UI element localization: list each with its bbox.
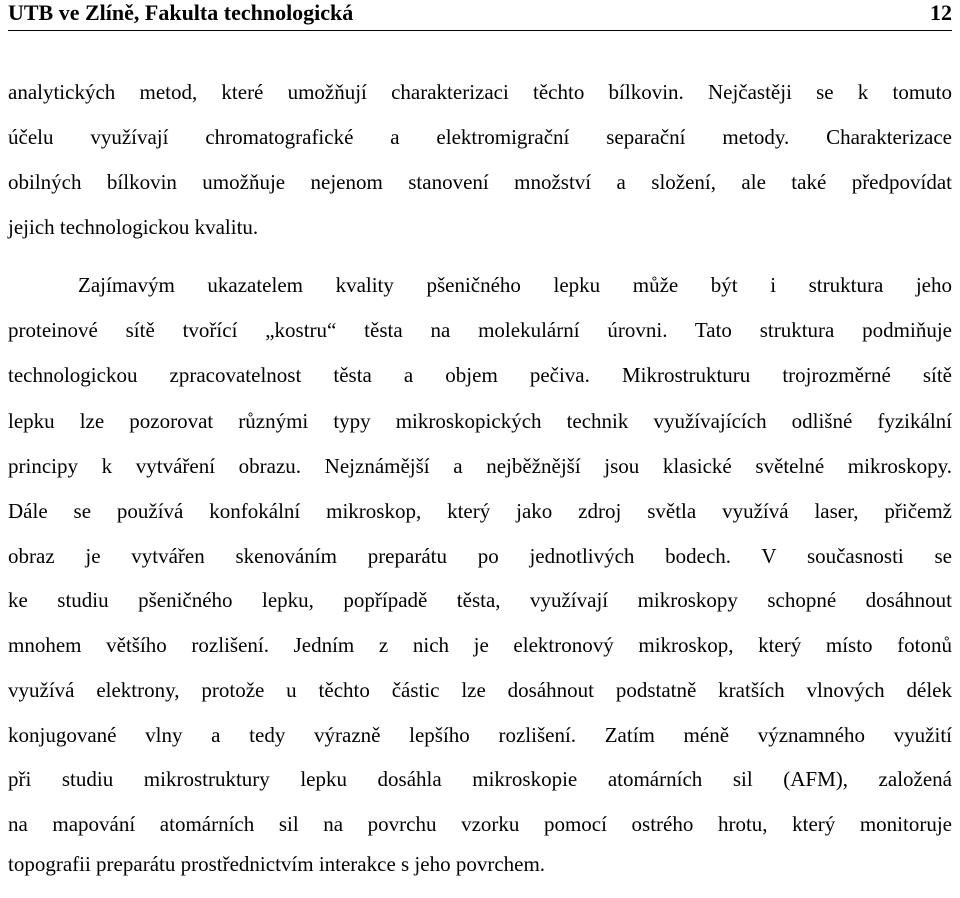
text-line: analytických metod, které umožňují charakterizaci těchto bílkovin. Nejčastěji se k tomuto [8, 80, 952, 104]
text-line: Dále se používá konfokální mikroskop, který jako zdroj světla využívá laser, přičemž [8, 499, 952, 523]
text-line: mnohem většího rozlišení. Jedním z nich je elektronový mikroskop, který místo fotonů [8, 633, 952, 657]
text-line: proteinové sítě tvořící „kostru“ těsta na molekulární úrovni. Tato struktura podmiňuje [8, 318, 952, 342]
text-line: ke studiu pšeničného lepku, popřípadě těsta, využívají mikroskopy schopné dosáhnout [8, 588, 952, 612]
page-number: 12 [930, 0, 952, 25]
text-line: obraz je vytvářen skenováním preparátu po jednotlivých bodech. V současnosti se [8, 544, 952, 568]
text-line: principy k vytváření obrazu. Nejznámější a nejběžnější jsou klasické světelné mikroskopy. [8, 454, 952, 478]
text-line: účelu využívají chromatografické a elektromigrační separační metody. Charakterizace [8, 125, 952, 149]
text-line: topografii preparátu prostřednictvím interakce s jeho povrchem. [8, 852, 546, 876]
text-line: využívá elektrony, protože u těchto částic lze dosáhnout podstatně kratších vlnových délek [8, 678, 952, 702]
page-header [8, 0, 952, 31]
text-line: jejich technologickou kvalitu. [8, 215, 259, 239]
text-line: konjugované vlny a tedy výrazně lepšího rozlišení. Zatím méně významného využití [8, 723, 952, 747]
text-line: Zajímavým ukazatelem kvality pšeničného lepku může být i struktura jeho [78, 273, 952, 297]
text-line: na mapování atomárních sil na povrchu vzorku pomocí ostrého hrotu, který monitoruje [8, 812, 952, 836]
text-line: lepku lze pozorovat různými typy mikroskopických technik využívajících odlišné fyzikální [8, 409, 952, 433]
text-line: při studiu mikrostruktury lepku dosáhla mikroskopie atomárních sil (AFM), založená [8, 767, 952, 791]
text-line: obilných bílkovin umožňuje nejenom stanovení množství a složení, ale také předpovídat [8, 170, 952, 194]
header-title: UTB ve Zlíně, Fakultа technologická [8, 0, 354, 25]
text-line: technologickou zpracovatelnost těsta a objem pečiva. Mikrostrukturu trojrozměrné sítě [8, 363, 952, 387]
